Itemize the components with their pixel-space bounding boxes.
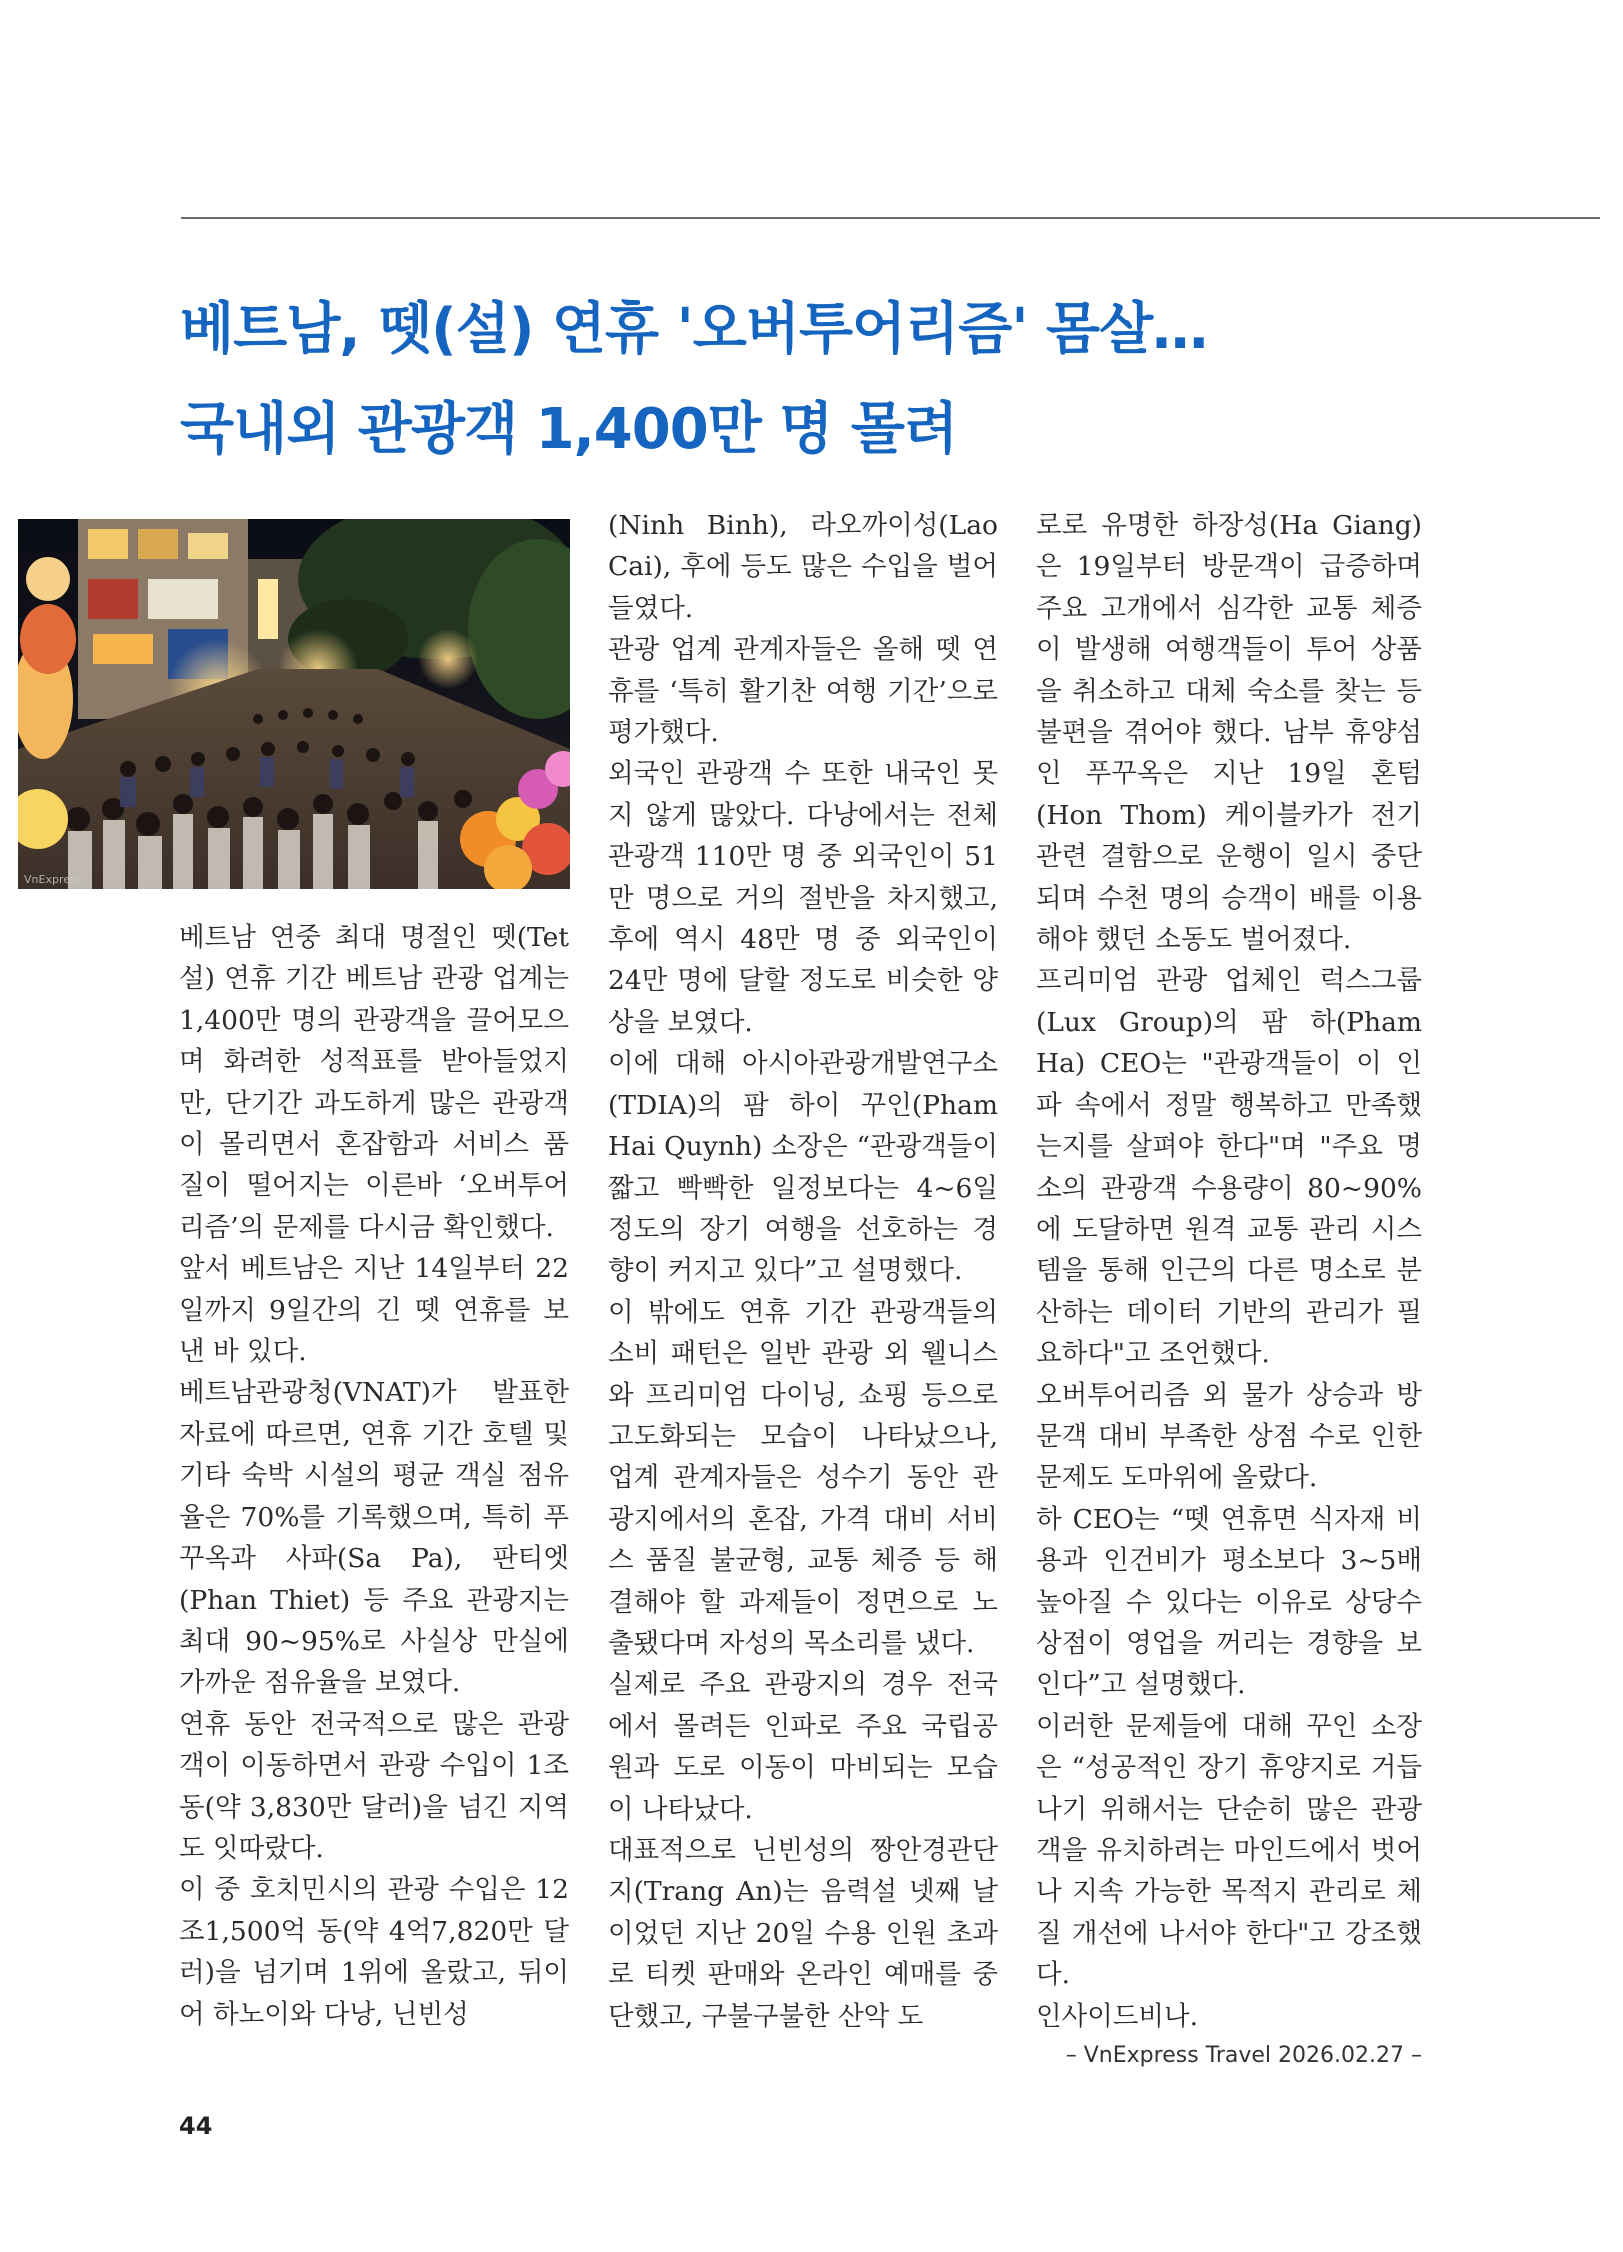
paragraph: (Ninh Binh), 라오까이성(Lao Cai), 후에 등도 많은 수입을 벌어들였다. [608, 510, 998, 624]
paragraph: 대표적으로 닌빈성의 짱안경관단지(Trang An)는 음력설 넷째 날이었던 지난 20일 수용 인원 초과로 티켓 판매와 온라인 예매를 중단했고, 구불구불한 산악 도 [608, 1835, 998, 2032]
paragraph: 로로 유명한 하장성(Ha Giang)은 19일부터 방문객이 급증하며 주요 고개에서 심각한 교통 체증이 발생해 여행객들이 투어 상품을 취소하고 대체 숙소를 찾는 등 불편을 겪어야 했다. 남부 휴양섬인 푸꾸옥은 지난 19일 혼텀(Hon Thom) 케이블카가 전기 관련 결함으로 운행이 일시 중단되며 수천 명의 승객이 배를 이용해야 했던 소동도 벌어졌다. [1036, 510, 1422, 956]
paragraph: 이에 대해 아시아관광개발연구소(TDIA)의 팜 하이 꾸인(Pham Hai Quynh) 소장은 “관광객들이 짧고 빡빡한 일정보다는 4~6일 정도의 장기 여행을 선호하는 경향이 커지고 있다”고 설명했다. [608, 1048, 998, 1287]
paragraph: 오버투어리즘 외 물가 상승과 방문객 대비 부족한 상점 수로 인한 문제도 도마위에 올랐다. [1036, 1379, 1422, 1494]
paragraph: 베트남 연중 최대 명절인 뗏(Tet 설) 연휴 기간 베트남 관광 업계는 1,400만 명의 관광객을 끌어모으며 화려한 성적표를 받아들었지만, 단기간 과도하게 많은 관광객이 몰리면서 혼잡함과 서비스 품질이 떨어지는 이른바 ‘오버투어리즘’의 문제를 다시금 확인했다. [179, 922, 569, 1243]
headline-line-2: 국내외 관광객 1,400만 명 몰려 [180, 397, 958, 462]
paragraph: 앞서 베트남은 지난 14일부터 22일까지 9일간의 긴 뗏 연휴를 보낸 바 있다. [179, 1253, 569, 1368]
article-column-2 [608, 505, 998, 2037]
article-column-3 [1036, 505, 1422, 2037]
top-rule-tick [1578, 217, 1600, 219]
paragraph: 이 밖에도 연휴 기간 관광객들의 소비 패턴은 일반 관광 외 웰니스와 프리미엄 다이닝, 쇼핑 등으로 고도화되는 모습이 나타났으나, 업계 관계자들은 성수기 동안 관광지에서의 혼잡, 가격 대비 서비스 품질 불균형, 교통 체증 등 해결해야 할 과제들이 정면으로 노출됐다며 자성의 목소리를 냈다. [608, 1296, 998, 1659]
paragraph: 연휴 동안 전국적으로 많은 관광객이 이동하면서 관광 수입이 1조 동(약 3,830만 달러)을 넘긴 지역도 잇따랐다. [179, 1708, 569, 1864]
article-column-1 [179, 917, 569, 2035]
paragraph: 베트남관광청(VNAT)가 발표한 자료에 따르면, 연휴 기간 호텔 및 기타 숙박 시설의 평균 객실 점유율은 70%를 기록했으며, 특히 푸꾸옥과 사파(Sa Pa), 판티엣(Phan Thiet) 등 주요 관광지는 최대 90~95%로 사실상 만실에 가까운 점유율을 보였다. [179, 1377, 569, 1699]
paragraph: 실제로 주요 관광지의 경우 전국에서 몰려든 인파로 주요 국립공원과 도로 이동이 마비되는 모습이 나타났다. [608, 1669, 998, 1825]
festival-street-photo [18, 519, 570, 889]
photo-watermark: VnExpress [24, 873, 82, 886]
article-headline [180, 280, 1580, 480]
paragraph: 관광 업계 관계자들은 올해 뗏 연휴를 ‘특히 활기찬 여행 기간’으로 평가했다. [608, 634, 998, 749]
paragraph: 프리미엄 관광 업체인 럭스그룹(Lux Group)의 팜 하(Pham Ha) CEO는 "관광객들이 이 인파 속에서 정말 행복하고 만족했는지를 살펴야 한다"며 "주요 명소의 관광객 수용량이 80~90%에 도달하면 원격 교통 관리 시스템을 통해 인근의 다른 명소로 분산하는 데이터 기반의 관리가 필요하다"고 조언했다. [1036, 965, 1422, 1370]
page-number: 44 [179, 2112, 213, 2140]
paragraph: 외국인 관광객 수 또한 내국인 못지 않게 많았다. 다낭에서는 전체 관광객 110만 명 중 외국인이 51만 명으로 거의 절반을 차지했고, 후에 역시 48만 명 중 외국인이 24만 명에 달할 정도로 비슷한 양상을 보였다. [608, 758, 998, 1038]
source-credit: – VnExpress Travel 2026.02.27 – [1065, 2043, 1422, 2068]
paragraph: 하 CEO는 “뗏 연휴면 식자재 비용과 인건비가 평소보다 3~5배 높아질 수 있다는 이유로 상당수 상점이 영업을 꺼리는 경향을 보인다”고 설명했다. [1036, 1503, 1422, 1701]
headline-line-1: 베트남, 뗏(설) 연휴 '오버투어리즘' 몸살… [180, 297, 1208, 362]
paragraph: 이러한 문제들에 대해 꾸인 소장은 “성공적인 장기 휴양지로 거듭나기 위해서는 단순히 많은 관광객을 유치하려는 마인드에서 벗어나 지속 가능한 목적지 관리로 체질 개선에 나서야 한다"고 강조했다. [1036, 1710, 1422, 1991]
paragraph: 인사이드비나. [1036, 2000, 1199, 2032]
top-rule [181, 217, 1596, 219]
paragraph: 이 중 호치민시의 관광 수입은 12조1,500억 동(약 4억7,820만 달러)을 넘기며 1위에 올랐고, 뒤이어 하노이와 다낭, 닌빈성 [179, 1874, 569, 2030]
